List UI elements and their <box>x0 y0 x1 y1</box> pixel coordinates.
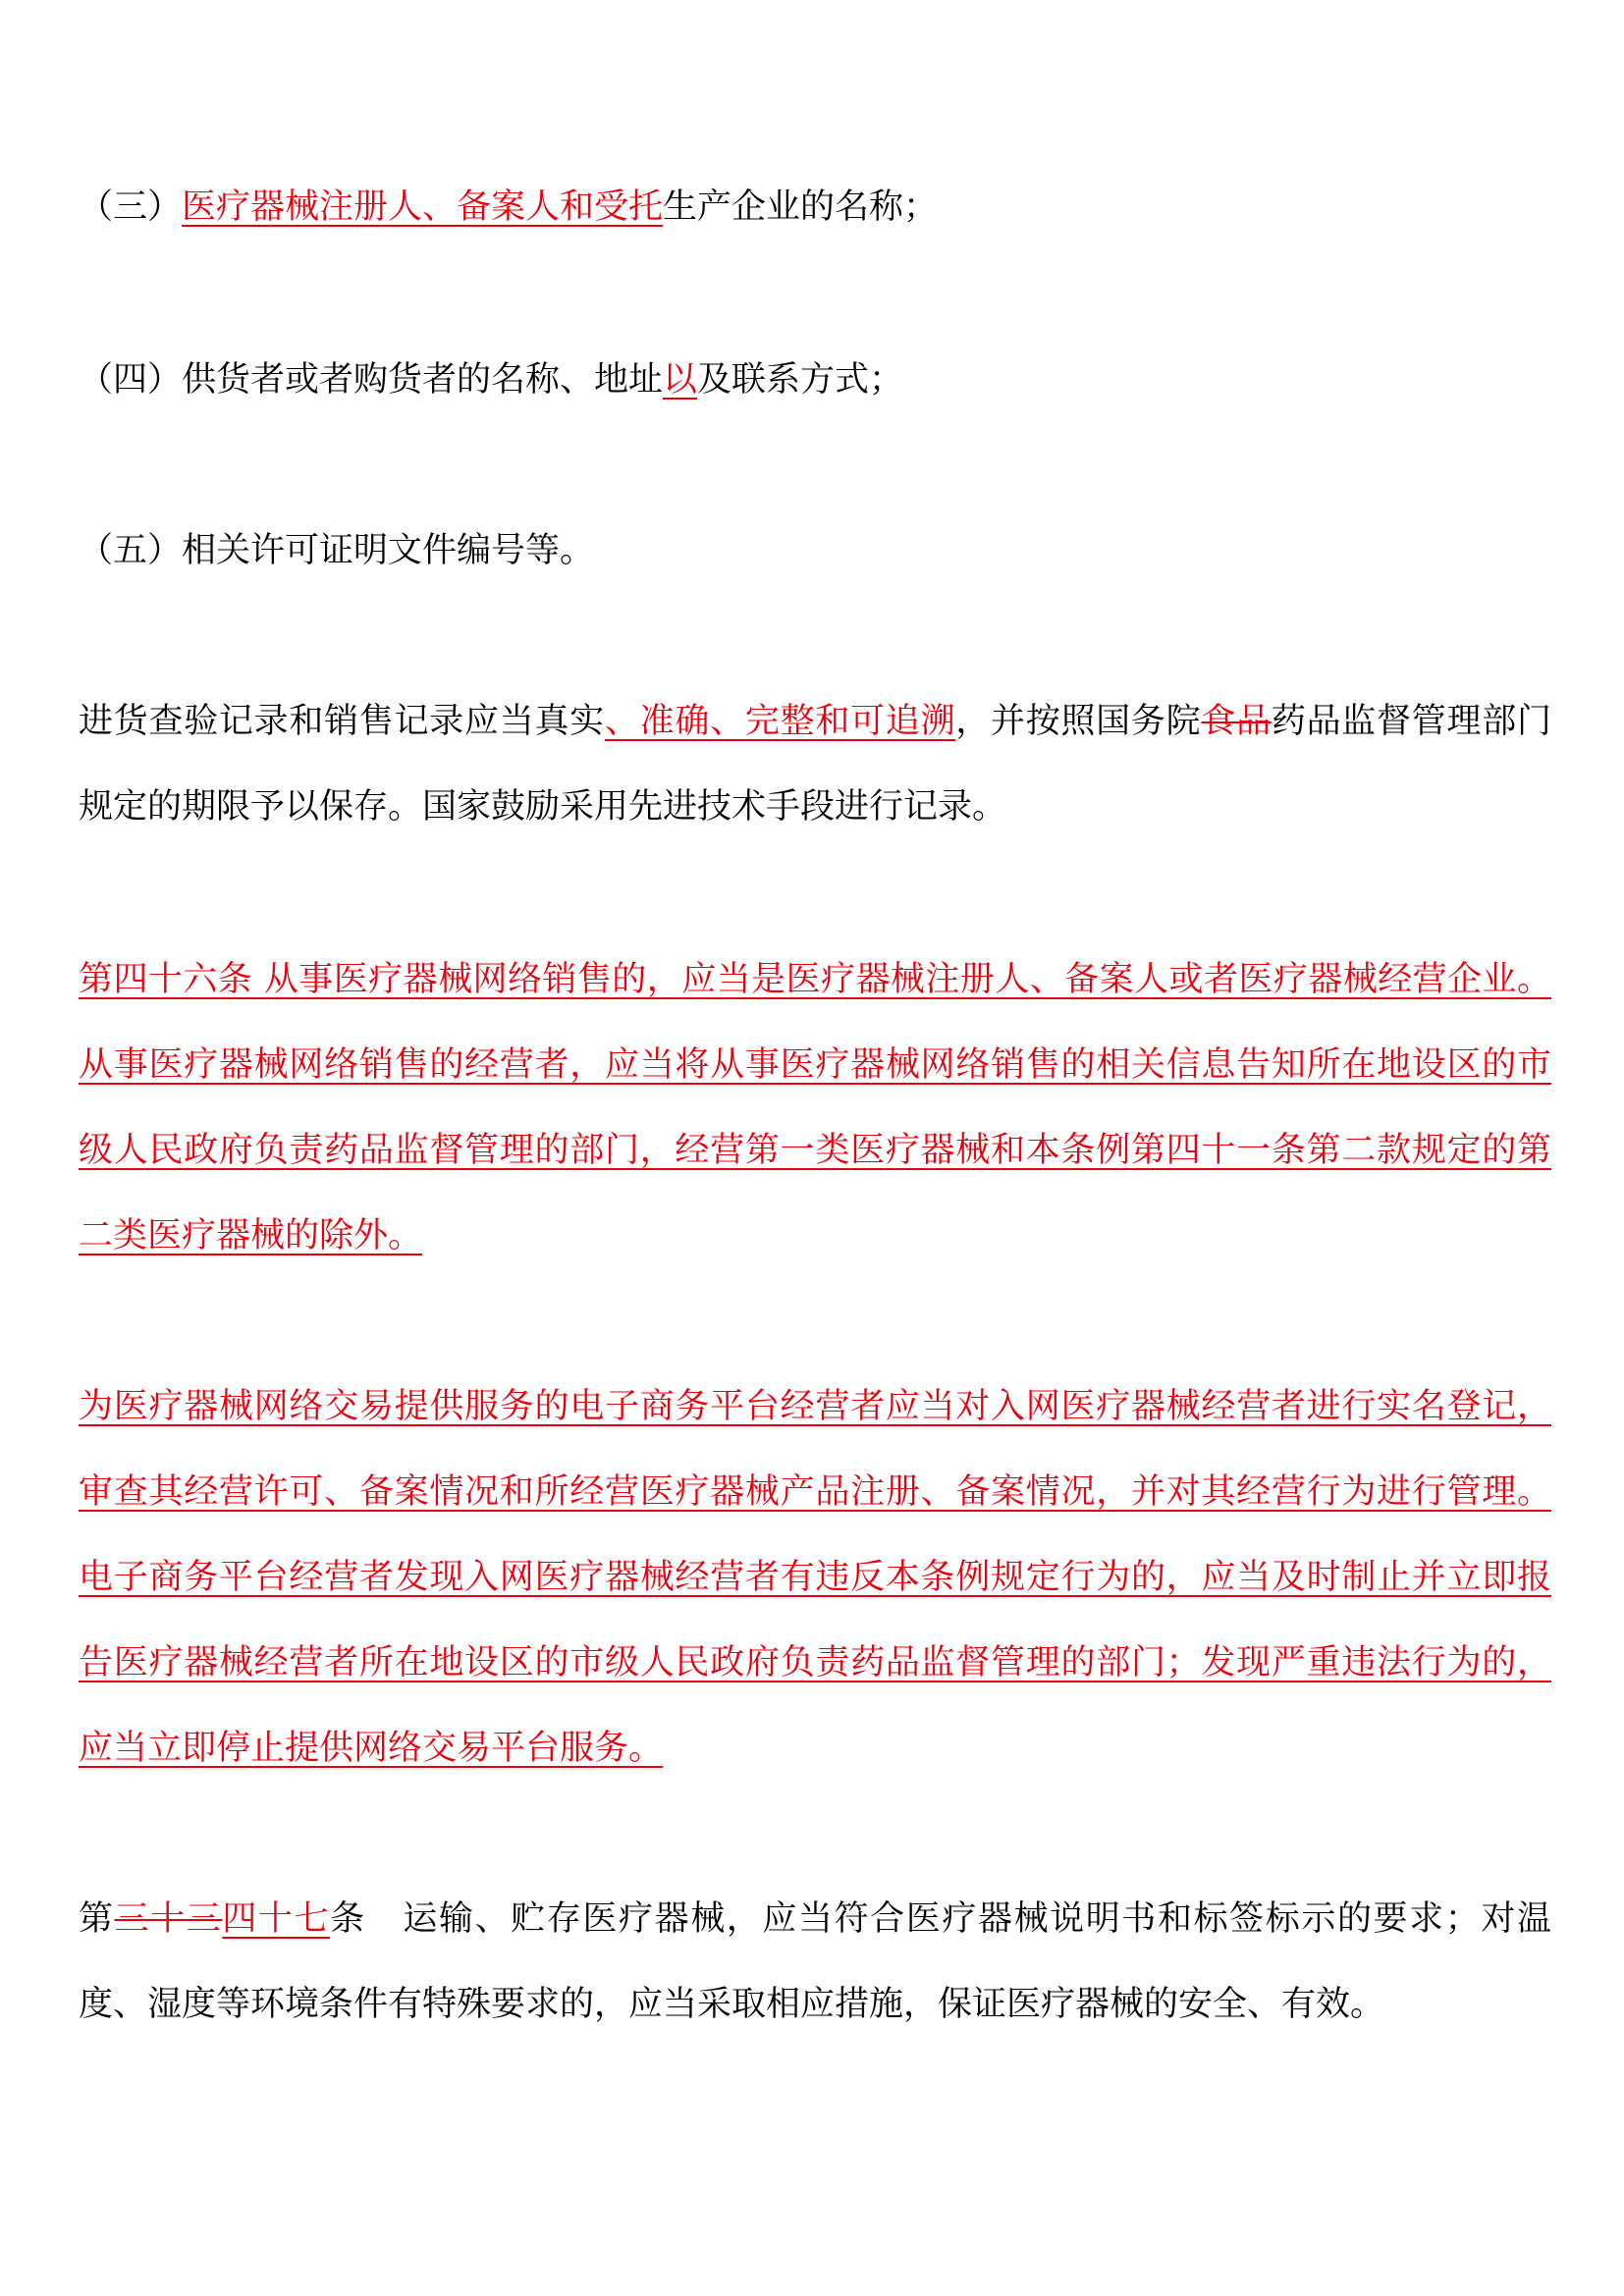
item-three-suffix: 生产企业的名称； <box>663 187 939 227</box>
record-insertion: 、准确、完整和可追溯 <box>604 702 956 741</box>
item-five <box>79 508 1551 594</box>
record-part2: ，并按照国务院 <box>955 702 1202 741</box>
item-five-text: （五）相关许可证明文件编号等。 <box>79 531 595 570</box>
item-four <box>79 338 1551 423</box>
article-46-paragraph-1 <box>79 937 1551 1279</box>
item-three <box>79 165 1551 250</box>
article-46-paragraph-2 <box>79 1364 1551 1791</box>
item-four-insertion: 以 <box>663 360 698 400</box>
record-part3: 药品监督管理部门规定的期限予以保存。国家鼓励采用先进技术手段进行记录。 <box>79 702 1551 827</box>
article-47-inserted-number: 四十七 <box>222 1899 331 1939</box>
record-deletion: 食品 <box>1201 702 1272 741</box>
item-three-prefix: （三） <box>79 187 183 227</box>
article-47-deleted-number: 三十三 <box>114 1899 223 1939</box>
article-46-paragraph-1-text: 第四十六条 从事医疗器械网络销售的，应当是医疗器械注册人、备案人或者医疗器械经营企业。从事医疗器械网络销售的经营者，应当将从事医疗器械网络销售的相关信息告知所在地设区的市级人民政府负责药品监督管理的部门，经营第一类医疗器械和本条例第四十一条第二款规定的第二类医疗器械的除外。 <box>79 960 1551 1255</box>
item-four-suffix: 及联系方式； <box>697 360 904 400</box>
article-47 <box>79 1877 1551 2048</box>
article-46-paragraph-2-text: 为医疗器械网络交易提供服务的电子商务平台经营者应当对入网医疗器械经营者进行实名登记，审查其经营许可、备案情况和所经营医疗器械产品注册、备案情况，并对其经营行为进行管理。电子商务平台经营者发现入网医疗器械经营者有违反本条例规定行为的，应当及时制止并立即报告医疗器械经营者所在地设区的市级人民政府负责药品监督管理的部门；发现严重违法行为的，应当立即停止提供网络交易平台服务。 <box>79 1387 1551 1768</box>
item-three-insertion: 医疗器械注册人、备案人和受托 <box>182 187 664 227</box>
record-paragraph <box>79 679 1551 850</box>
article-47-label-end: 条 <box>330 1899 366 1939</box>
article-47-body: 运输、贮存医疗器械，应当符合医疗器械说明书和标签标示的要求；对温度、湿度等环境条件有特殊要求的，应当采取相应措施，保证医疗器械的安全、有效。 <box>79 1899 1551 2024</box>
record-part1: 进货查验记录和销售记录应当真实 <box>79 702 605 741</box>
item-four-prefix: （四）供货者或者购货者的名称、地址 <box>79 360 664 400</box>
article-47-prefix: 第 <box>79 1899 115 1939</box>
